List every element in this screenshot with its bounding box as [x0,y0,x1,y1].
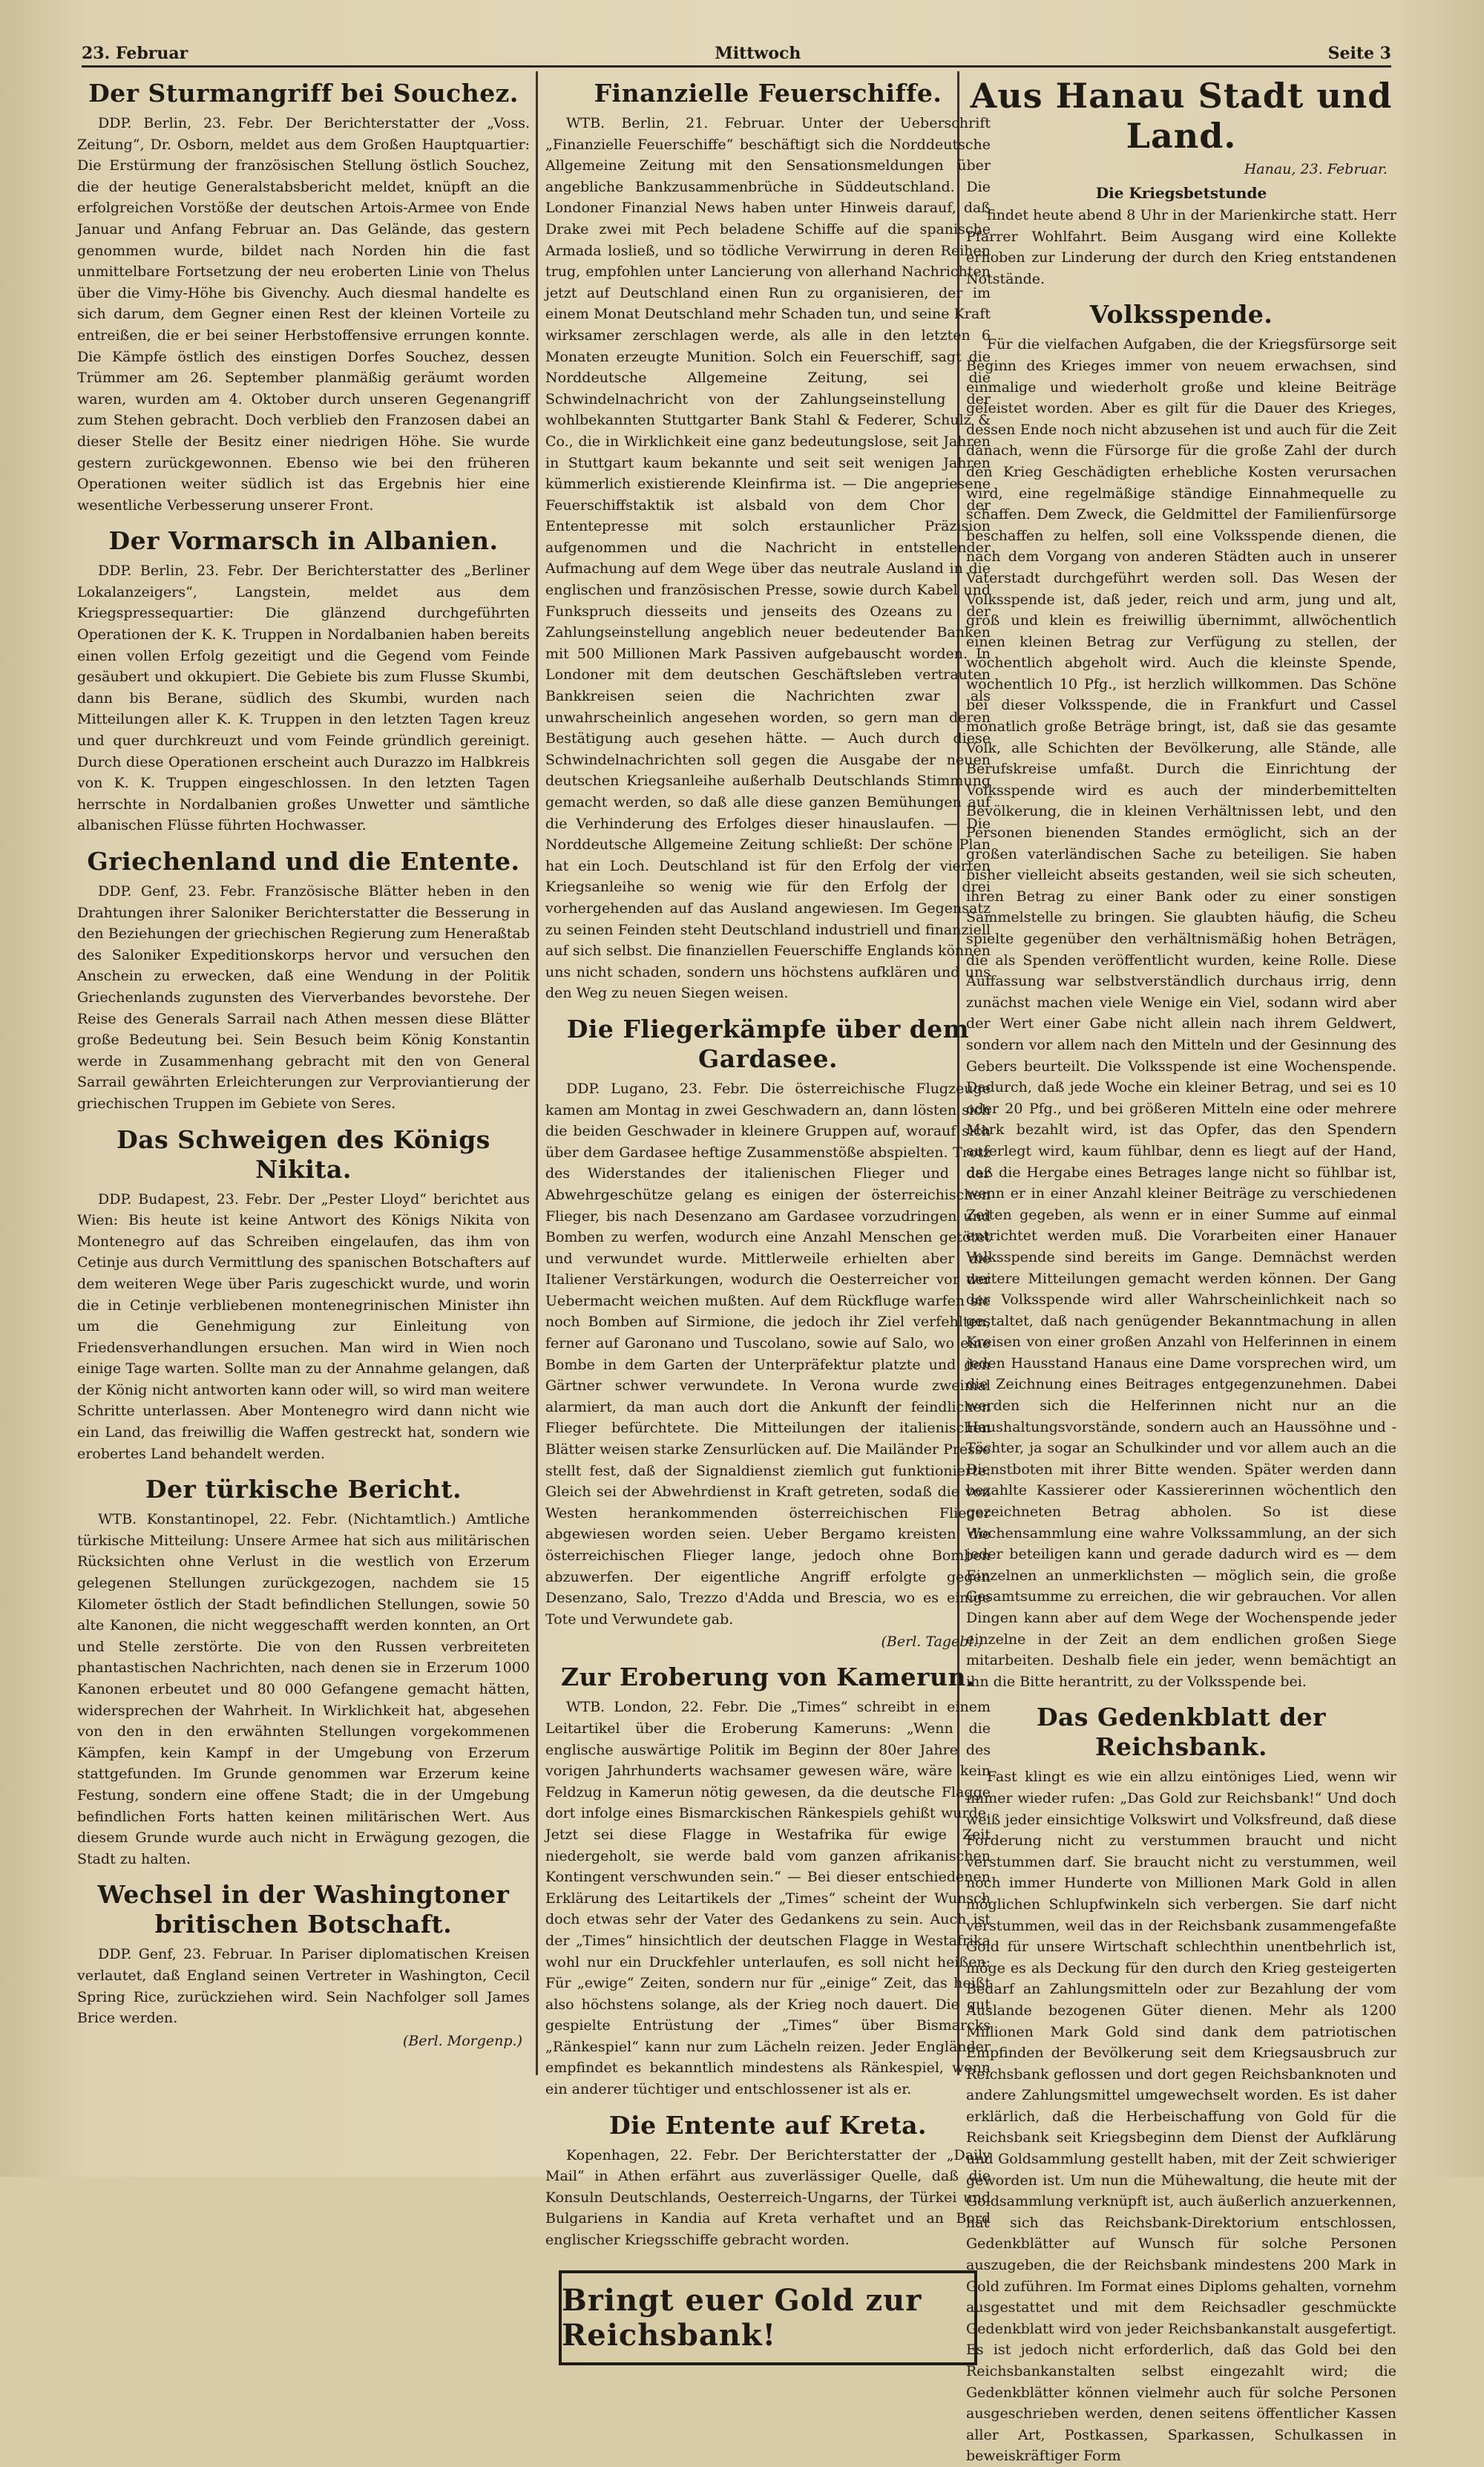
article-body: WTB. Berlin, 21. Februar. Unter der Ueberschrift „Finanzielle Feuerschiffe“ beschäftigt sich die Norddeutsche Allgemeine Zeitung mit den Sensationsmeldungen über angebliche Bankzusammenbrüche in Süddeutschland. Die Londoner Finanzial News haben unter Hinweis darauf, daß Drake zwei mit Pech beladene Schiffe auf die spanische Armada losließ, und so tödliche Verwirrung in deren Reihen trug, empfohlen unter Lancierung von allerhand Nachrichten jetzt auf Deutschland einen Run zu organisieren, der im einem Monat Deutschland mehr Schaden tun, und seine Kraft wirksamer zerschlagen werde, als alle in den letzten 6 Monaten erzeugte Munition. Solch ein Feuerschiff, sagt die Norddeutsche Allgemeine Zeitung, sei die Schwindelnachricht von der Zahlungseinstellung der wohlbekannten Stuttgarter Bank Stahl & Federer, Schulz & Co., die in Wirklichkeit eine ganz bedeutungslose, seit Jahren in Stuttgart kaum bekannte und seit seit wenigen Jahren kümmerlich existierende Kleinfirma ist. — Die angepriesene Feuerschiffstaktik ist alsbald von dem Chor der Ententepresse mit solch erstaunlicher Präzision aufgenommen und die Nachricht in entstellender Aufmachung auf dem Wege über das neutrale Ausland in die englischen und französischen Presse, sowie durch Kabel und Funkspruch diesseits und jenseits des Ozeans zu der Zahlungseinstellung angeblich neuer bedeutender Banken mit 500 Millionen Mark Passiven aufgebauscht worden. In Londoner mit dem deutschen Geschäftsleben vertrauten Bankkreisen seien die Nachrichten zwar als unwahrscheinlich angesehen worden, so gern man deren Bestätigung auch gesehen hätte. — Auch durch diese Schwindelnachrichten soll gegen die Ausgabe der neuen deutschen Kriegsanleihe außerhalb Deutschlands Stimmung gemacht werden, so daß alle diese ganzen Bemühungen auf die Verhinderung des Erfolges dieser hinauslaufen. — Die Norddeutsche Allgemeine Zeitung schließt: Der schöne Plan hat ein Loch. Deutschland ist für den Erfolg der vierten Kriegsanleihe so wenig wie für den Erfolg der drei vorhergehenden auf das Ausland angewiesen. Im Gegensatz zu seinen Feinden steht Deutschland industriell und finanziell auf sich selbst. Die finanziellen Feuerschiffe Englands können uns nicht schaden, sondern uns höchstens aufklären und uns den Weg zu neuen Siegen weisen. [545,115,991,1002]
article [77,1475,530,1870]
article-headline: Die Fliegerkämpfe über dem Gardasee. [566,1014,970,1073]
header-page-number: Seite 3 [1327,44,1391,63]
article-headline: Das Gedenkblatt der Reichsbank. [1036,1703,1327,1762]
article-headline: Das Schweigen des Königs Nikita. [116,1124,490,1184]
article [77,79,530,516]
article-body: DDP. Genf, 23. Februar. In Pariser diplomatischen Kreisen verlautet, daß England seinen Vertreter in Washington, Cecil Spring Rice, zurückziehen wird. Sein Nachfolger soll James Brice werden. [77,1946,530,2027]
gold-advertisement-box [559,2270,977,2365]
article-headline: Wechsel in der Washingtoner britischen Botschaft. [97,1880,510,1939]
article-headline: Finanzielle Feuerschiffe. [594,79,942,108]
article [545,2111,991,2251]
column-3 [966,71,1396,2465]
article-headline: Der Sturmangriff bei Souchez. [88,79,519,108]
article [77,526,530,836]
article-body: WTB. London, 22. Febr. Die „Times“ schreibt in einem Leitartikel über die Eroberung Kameruns: „Wenn die englische auswärtige Politik im Beginn der 80er Jahre des vorigen Jahrhunderts wachsamer gewesen wäre, wäre kein Feldzug in Kamerun nötig gewesen, da die deutsche Flagge dort infolge eines Bismarckischen Ränkespiels gehißt wurde. Jetzt sei diese Flagge in Westafrika für ewige Zeit niedergeholt, sie werde bald vom ganzen afrikanischen Kontingent verschwunden sein.“ — Bei dieser entschiedenen Erklärung des Leitartikels der „Times“ scheint der Wunsch doch etwas sehr der Vater des Gedankens zu sein. Auch ist der „Times“ hinsichtlich der deutschen Flagge in Westafrika wohl nur ein Druckfehler unterlaufen, es soll nicht heißen: Für „ewige“ Zeiten, sondern nur für „einige“ Zeit, das heißt also höchstens solange, als der Krieg noch dauert. Die gut gespielte Entrüstung der „Times“ über Bismarcks „Ränkespiel“ kann nur zum Lächeln reizen. Jeder Engländer empfindet es bekanntlich mindestens als Ränkespiel, wenn ein anderer tüchtiger und entschlossener ist als er. [545,1699,991,2098]
article-headline: Die Entente auf Kreta. [609,2110,927,2140]
advertisement-text: Bringt euer Gold zur Reichsbank! [562,2282,922,2353]
article-body: findet heute abend 8 Uhr in der Marienkirche statt. Herr Pfarrer Wohlfahrt. Beim Ausgang wird eine Kollekte erhoben zur Linderung der durch den Krieg entstandenen Notstände. [966,207,1396,287]
article-source: (Berl. Tagebl.) [881,1634,983,1651]
article [77,847,530,1115]
article-body: WTB. Konstantinopel, 22. Febr. (Nichtamtlich.) Amtliche türkische Mitteilung: Unsere Armee hat sich aus militärischen Rücksichten ohne Verlust in die westlich von Erzerum gelegenen Stellungen zurückgezogen, nachdem sie 15 Kilometer östlich der Stadt befindlichen Stellungen, sowie 50 alte Kanonen, die nicht weggeschafft werden konnten, an Ort und Stelle zerstörte. Die von den Russen verbreiteten phantastischen Nachrichten, nach denen sie in Erzerum 1000 Kanonen erbeutet und 80 000 Gefangene gemacht hätten, widersprechen der Wahrheit. In Wirklichkeit hat, abgesehen von den in den erwähnten Stellungen vorgekommenen Kämpfen, kein Kampf in der Umgebung von Erzerum stattgefunden. Im Grunde genommen war Erzerum keine Festung, sondern eine offene Stadt; die in der Umgebung befindlichen Forts hatten keinen militärischen Wert. Aus diesem Grunde wurde auch nicht in Erwägung gezogen, die Stadt zu halten. [77,1511,530,1867]
article-body: DDP. Lugano, 23. Febr. Die österreichische Flugzeuge kamen am Montag in zwei Geschwadern an, dann lösten sich die beiden Geschwader in kleinere Gruppen auf, worauf sich über dem Gardasee heftige Zusammenstöße abspielten. Trotz des Widerstandes der italienischen Flieger und der Abwehrgeschütze gelang es einigen der österreichischen Flieger, bis nach Desenzano am Gardasee vorzudringen und Bomben zu werfen, wodurch eine Anzahl Menschen getötet und verwundet wurde. Mittlerweile erhielten aber die Italiener Verstärkungen, wodurch die Oesterreicher vor der Uebermacht weichen mußten. Auf dem Rückfluge warfen sie noch Bomben auf Sirmione, die jedoch ihr Ziel verfehlten, ferner auf Garonano und Tuscolano, sowie auf Salo, wo eine Bombe in dem Garten der Unterpräfektur platzte und den Gärtner schwer verwundete. In Verona wurde zweimal alarmiert, da man auch dort die Ankunft der feindlichen Flieger befürchtete. Die Mitteilungen der italienischen Blätter weisen starke Zensurlücken auf. Die Mailänder Presse stellt fest, daß der Signaldienst ziemlich gut funktionierte. Gleich sei der Abwehrdienst in Kraft getreten, sodaß die von Westen herankommenden österreichischen Flieger abgewiesen worden seien. Ueber Bergamo kreisten die österreichischen Flieger lange, jedoch ohne Bomben abzuwerfen. Der eigentliche Angriff erfolgte gegen Desenzano, Salo, Trezzo d'Adda und Brescia, wo es einige Tote und Verwundete gab. [545,1080,991,1628]
article [966,1703,1396,2467]
article-headline: Volksspende. [1089,300,1273,330]
article-body: DDP. Berlin, 23. Febr. Der Berichterstatter der „Voss. Zeitung“, Dr. Osborn, meldet aus dem Großen Hauptquartier: Die Erstürmung der französischen Stellung östlich Souchez, die der heutige Generalstabsbericht meldet, knüpft an die erfolgreichen Vorstöße der deutschen Artois-Armee von Ende Januar und Anfang Februar an. Das Gelände, das gestern genommen wurde, bildet nach Norden hin die fast unmittelbare Fortsetzung der neu eroberten Linie von Thelus über die Vimy-Höhe bis Givenchy. Auch diesmal handelte es sich darum, dem Gegner einen Rest der kleinen Vorteile zu entreißen, die er bei seiner Herbstoffensive errungen konnte. Die Kämpfe östlich des einstigen Dorfes Souchez, dessen Trümmer am 26. September planmäßig geräumt worden waren, wurden am 4. Oktober durch unseren Gegenangriff zum Stehen gebracht. Doch verblieb den Franzosen dabei an dieser Stelle der Besitz einer niedrigen Höhe. Sie wurde gestern zurückgewonnen. Ebenso wie bei den früheren Operationen weiter südlich ist das Ergebnis hier eine wesentliche Verbesserung unserer Front. [77,115,530,514]
article-headline: Griechenland und die Entente. [87,847,520,876]
article [545,79,991,1004]
article-body: Für die vielfachen Aufgaben, die der Kriegsfürsorge seit Beginn des Krieges immer von neuem erwachsen, sind einmalige und wiederholt große und kleine Beiträge geleistet worden. Aber es gilt für die Dauer des Krieges, dessen Ende noch nicht abzusehen ist und auch für die Zeit danach, wenn die Fürsorge für die große Zahl der durch den Krieg Geschädigten erhebliche Kosten verursachen wird, eine regelmäßige ständige Einnahmequelle zu schaffen. Dem Zweck, die Geldmittel der Familienfürsorge beschaffen zu helfen, soll eine Volksspende dienen, die nach dem Vorgang von anderen Städten auch in unserer Vaterstadt durchgeführt werden soll. Das Wesen der Volksspende ist, daß jeder, reich und arm, jung und alt, groß und klein es freiwillig übernimmt, allwöchentlich einen kleinen Betrag zur Verfügung zu stellen, der wöchentlich abgeholt wird. Auch die kleinste Spende, wöchentlich 10 Pfg., ist herzlich willkommen. Das Schöne bei dieser Volksspende, die in Frankfurt und Cassel monatlich große Beträge bringt, ist, daß sie das gesamte Volk, alle Schichten der Bevölkerung, alle Stände, alle Berufskreise umfaßt. Durch die Einrichtung der Volksspende wird es auch der minderbemittelten Bevölkerung, die in kleinen Verhältnissen lebt, und den Personen bienenden Standes ermöglicht, sich an der großen vaterländischen Sache zu beteiligen. Sie haben bisher vielleicht abseits gestanden, weil sie sich scheuten, ihren Betrag zu einer Bank oder zu einer sonstigen Sammelstelle zu bringen. Sie glaubten häufig, die Scheu spielte gegenüber den verhältnismäßig hohen Beträgen, die als Spenden veröffentlicht wurden, keine Rolle. Diese Auffassung war selbstverständlich durchaus irrig, denn zunächst machen viele Wenige ein Viel, sodann wird aber der Wert einer Gabe nicht allein nach ihrem Geldwert, sondern vor allem nach den Mitteln und der Gesinnung des Gebers beurteilt. Die Volksspende ist eine Wochenspende. Dadurch, daß jede Woche ein kleiner Betrag, und sei es 10 oder 20 Pfg., und bei größeren Mitteln eine oder mehrere Mark bezahlt wird, ist das Opfer, das den Spendern auferlegt wird, kaum fühlbar, denn es liegt auf der Hand, daß die Hergabe eines Betrages lange nicht so fühlbar ist, wenn er in einer Anzahl kleiner Beiträge zu verschiedenen Zeiten gegeben, als wenn er in einer Summe auf einmal entrichtet werden muß. Die Vorarbeiten einer Hanauer Volksspende sind bereits im Gange. Demnächst werden weitere Mitteilungen gemacht werden können. Der Gang der Volksspende wird aller Wahrscheinlichkeit nach so gestaltet, daß nach genügender Bekanntmachung in allen Kreisen von einer großen Anzahl von Helferinnen in einem jeden Hausstand Hanaus eine Dame vorsprechen wird, um die Zeichnung eines Beitrages entgegenzunehmen. Dabei werden sich die Helferinnen nicht nur an die Haushaltungsvorstände, sondern auch an Haussöhne und -Töchter, ja sogar an Schulkinder und vor allem auch an die Dienstboten mit ihrer Bitte wenden. Später werden dann bezahlte Kassierer oder Kassiererinnen wöchentlich den gezeichneten Betrag abholen. So ist diese Wochensammlung eine wahre Volkssammlung, an der sich jeder beteiligen kann und gerade dadurch wird es — dem Einzelnen an unmerklichsten — möglich sein, die große Gesamtsumme zu erreichen, die wir gebrauchen. Vor allen Dingen kann aber auf dem Wege der Wochenspende jeder einzelne in der Zeit an dem endlichen großen Siege mitarbeiten. Deshalb fiele ein jeder, wenn bemächtigt an ihn die Bitte herantritt, zu der Volksspende bei. [966,336,1396,1690]
article [77,1125,530,1465]
article-headline: Zur Eroberung von Kamerun. [560,1662,975,1692]
article-body: Fast klingt es wie ein allzu eintöniges Lied, wenn wir immer wieder rufen: „Das Gold zur Reichsbank!“ Und doch weiß jeder einsichtige Volkswirt und Volksfreund, daß diese Forderung nicht zu verstummen braucht und nicht verstummen darf. Sie braucht nicht zu verstummen, weil noch immer Hunderte von Millionen Mark Gold in allen möglichen Schlupfwinkeln sich verbergen. Sie darf nicht verstummen, weil das in der Reichsbank zusammengefaßte Gold für unsere Wirtschaft schlechthin unentbehrlich ist, möge es als Deckung für den durch den Krieg gesteigerten Bedarf an Zahlungsmitteln oder zur Bezahlung der vom Auslande bezogenen Güter dienen. Mehr als 1200 Millionen Mark Gold sind dank dem patriotischen Empfinden der Bevölkerung seit dem Kriegsausbruch zur Reichsbank geflossen und dort gegen Reichsbanknoten und andere Zahlungsmittel umgewechselt worden. Es ist daher erklärlich, daß die Herbeischaffung von Gold für die Reichsbank seit Kriegsbeginn dem Dienst der Aufklärung und Goldsammlung gestellt haben, mit der Zeit schwieriger geworden ist. Um nun die Mühewaltung, die heute mit der Goldsammlung verknüpft ist, auch äußerlich anzuerkennen, hat sich das Reichsbank-Direktorium entschlossen, Gedenkblätter auf Wunsch für solche Personen auszugeben, die der Reichsbank mindestens 200 Mark in Gold zuführen. Im Format eines Diploms gehalten, vornehm ausgestattet und mit dem Reichsadler geschmückte Gedenkblatt wird von jeder Reichsbankanstalt ausgefertigt. Es ist jedoch nicht erforderlich, daß das Gold bei den Reichsbankanstalten selbst eingezahlt wird; die Gedenkblätter können vielmehr auch für solche Personen ausgeschrieben werden, denen seitens öffentlicher Kassen aller Art, Postkassen, Sparkassen, Schulkassen in beweiskräftiger Form [966,1769,1396,2465]
article-subhead: Die Kriegsbetstunde [1095,184,1267,202]
article [77,1880,530,2051]
article-body: Kopenhagen, 22. Febr. Der Berichterstatter der „Daily Mail“ in Athen erfährt aus zuverlässiger Quelle, daß die Konsuln Deutschlands, Oesterreich-Ungarns, der Türkei und Bulgariens in Kandia auf Kreta verhaftet und an Bord englischer Kriegsschiffe gebracht worden. [545,2146,991,2249]
article [966,300,1396,1692]
section-dateline: Hanau, 23. Februar. [1244,161,1388,177]
article-headline: Der türkische Bericht. [145,1475,462,1504]
article-body: DDP. Genf, 23. Febr. Französische Blätter heben in den Drahtungen ihrer Saloniker Berichterstatter die Besserung in den Beziehungen der griechischen Regierung zum Heneraßtab des Saloniker Expeditionskorps hervor und versuchen den Anschein zu erwecken, daß eine Wendung in der Politik Griechenlands zugunsten des Vierverbandes bevorstehe. Der Reise des Generals Sarrail nach Athen messen diese Blätter große Bedeutung bei. Sein Besuch beim König Konstantin werde in Zusammenhang gebracht mit den von General Sarrail gewährten Erleichterungen zur Verproviantierung der griechischen Truppen im Gebiete von Seres. [77,883,530,1112]
article [545,1015,991,1652]
header-weekday: Mittwoch [715,44,801,63]
article [966,183,1396,289]
page-header [82,40,1391,68]
article [545,1662,991,2100]
column-rule [536,71,538,2075]
header-date: 23. Februar [82,44,188,63]
column-2 [545,71,991,2353]
article-body: DDP. Berlin, 23. Febr. Der Berichterstatter des „Berliner Lokalanzeigers“, Langstein, meldet aus dem Kriegspressequartier: Die glänzend durchgeführten Operationen der K. K. Truppen in Nordalbanien haben bereits einen vollen Erfolg gezeitigt und die Gegend vom Feinde gesäubert und okkupiert. Die Gebiete bis zum Flusse Skumbi, dann bis Berane, südlich des Skumbi, wurden nach Mitteilungen aller K. K. Truppen in den letzten Tagen kreuz und quer durchkreuzt und vom Feinde gründlich gereinigt. Durch diese Operationen erscheint auch Durazzo im Halbkreis von K. K. Truppen eingeschlossen. In den letzten Tagen herrschte in Nordalbanien großes Unwetter und sämtliche albanischen Flüsse führten Hochwasser. [77,563,530,834]
column-1 [77,71,530,2090]
article-body: DDP. Budapest, 23. Febr. Der „Pester Lloyd“ berichtet aus Wien: Bis heute ist keine Antwort des Königs Nikita von Montenegro auf das Schreiben eingelaufen, das ihm von Cetinje aus durch Vermittlung des spanischen Botschafters auf dem weiteren Wege über Paris zugeschickt wurde, und worin die in Cetinje verbliebenen montenegrinischen Minister ihn um die Genehmigung zur Einleitung von Friedensverhandlungen ersuchen. Man wird in Wien noch einige Tage warten. Sollte man zu der Annahme gelangen, daß der König nicht antworten kann oder will, so wird man weitere Schritte unterlassen. Aber Montenegro wird dann nicht wie ein Land, das freiwillig die Waffen gestreckt hat, sondern wie erobertes Land behandelt werden. [77,1190,530,1462]
article-headline: Der Vormarsch in Albanien. [108,526,499,556]
section-title: Aus Hanau Stadt und Land. [970,76,1393,156]
article-source: (Berl. Morgenp.) [402,2032,522,2049]
